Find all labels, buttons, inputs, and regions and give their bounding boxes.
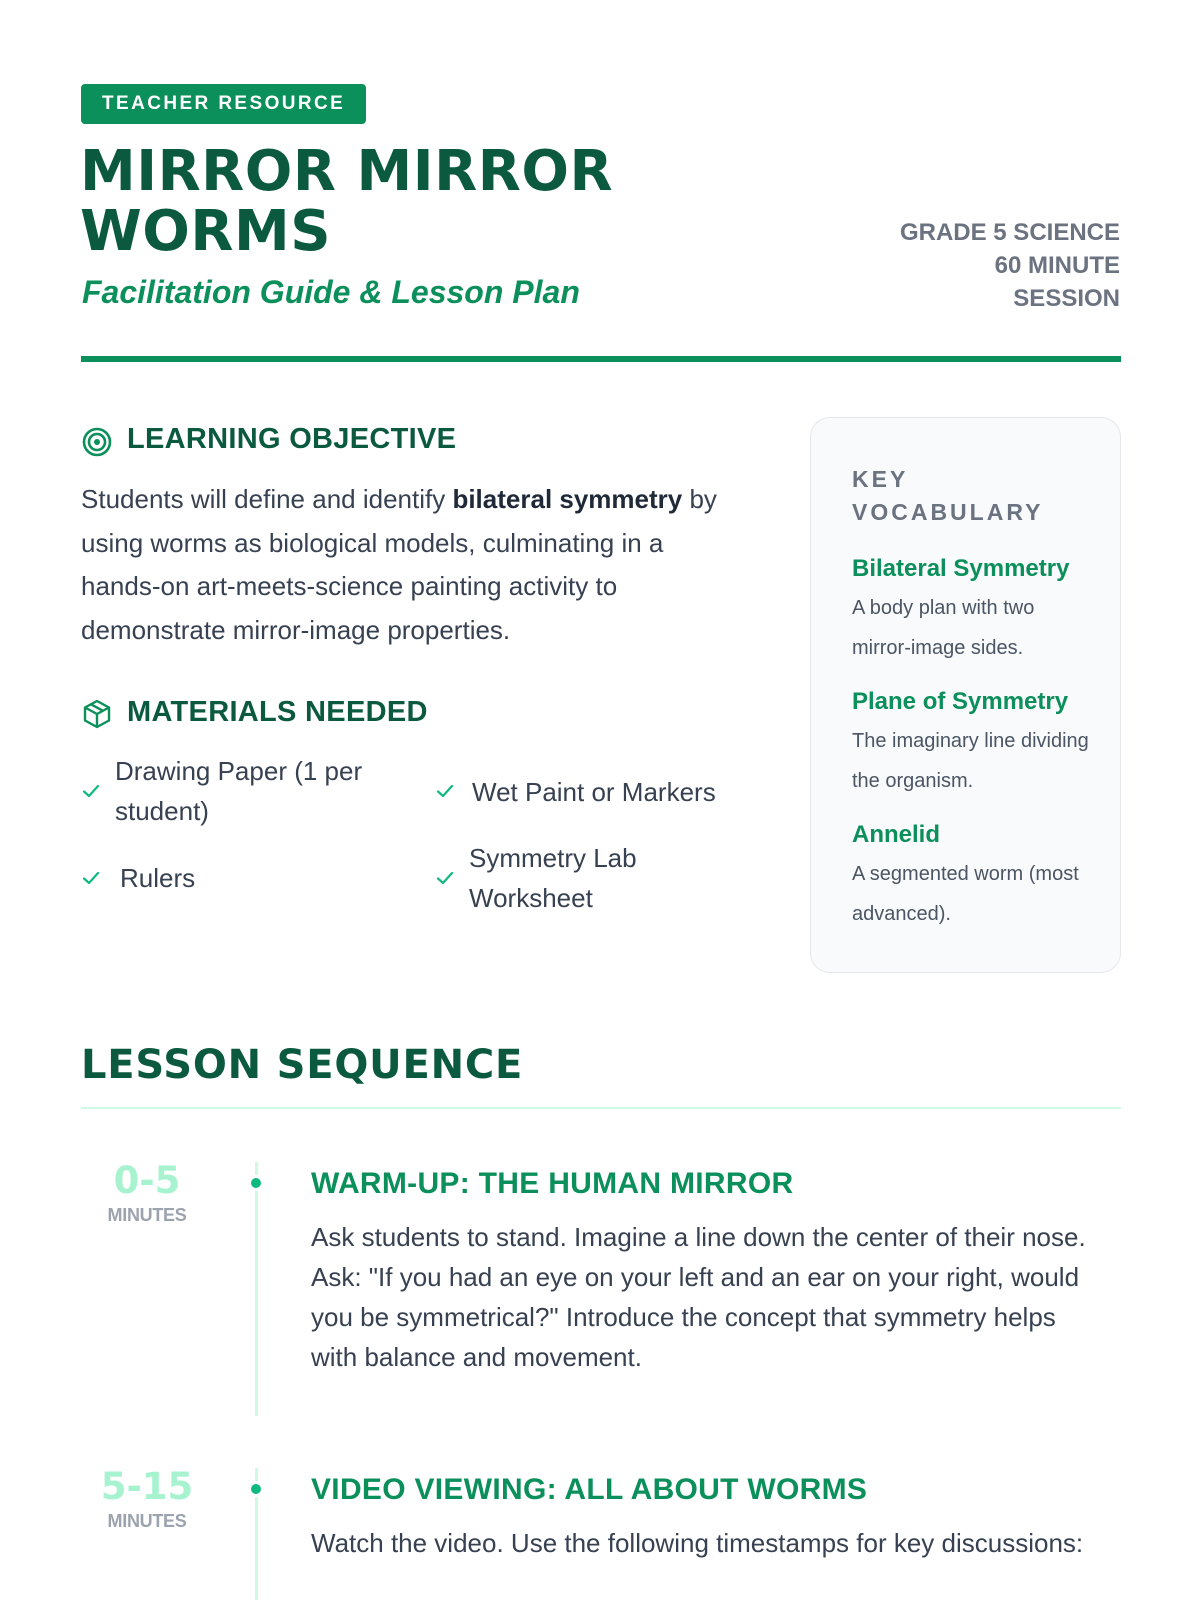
timeline-dot: [248, 1175, 264, 1191]
meta-duration: 60 MINUTE: [994, 252, 1120, 279]
materials-heading: MATERIALS NEEDED: [127, 696, 428, 728]
vocab-definition: The imaginary line dividing the organism.: [852, 730, 1089, 792]
objective-key-term: bilateral symmetry: [452, 484, 683, 514]
step-time-unit: MINUTES: [107, 1205, 187, 1225]
timeline-dot: [248, 1481, 264, 1497]
vocab-term: Bilateral Symmetry: [852, 555, 1070, 582]
session-meta: [860, 216, 1120, 315]
material-item: Symmetry Lab Worksheet: [469, 843, 637, 913]
meta-session: SESSION: [1013, 285, 1120, 312]
material-item: Rulers: [120, 863, 196, 893]
check-icon: [81, 868, 101, 888]
resource-badge: TEACHER RESOURCE: [81, 84, 366, 124]
vocabulary-heading: KEY VOCABULARY: [852, 466, 1044, 525]
step-time-unit: MINUTES: [107, 1511, 187, 1531]
step-title: WARM-UP: THE HUMAN MIRROR: [311, 1167, 794, 1200]
vocabulary-card: [810, 417, 1121, 973]
objective-text-end: by using worms as biological models, culminating in a hands-on art-meets-science painting activity to demonstrate mirror-image properties.: [81, 484, 717, 645]
page-subtitle: Facilitation Guide & Lesson Plan: [82, 274, 580, 310]
timeline-line: [255, 1162, 258, 1416]
page-title: MIRROR MIRROR WORMS: [80, 139, 614, 264]
vocab-definition: A segmented worm (most advanced).: [852, 863, 1079, 925]
material-item: Drawing Paper (1 per student): [115, 756, 363, 826]
objective-text: [81, 478, 741, 652]
objective-text-start: Students will define and identify: [81, 484, 453, 514]
sequence-heading: LESSON SEQUENCE: [81, 1042, 524, 1088]
check-icon: [81, 781, 101, 801]
step-title: VIDEO VIEWING: ALL ABOUT WORMS: [311, 1473, 868, 1506]
target-icon: [81, 426, 113, 458]
step-time: 5-15: [100, 1465, 194, 1508]
package-icon: [81, 698, 113, 730]
material-item: Wet Paint or Markers: [472, 777, 716, 807]
meta-grade: GRADE 5 SCIENCE: [899, 219, 1120, 246]
check-icon: [435, 868, 455, 888]
vocab-definition: A body plan with two mirror-image sides.: [852, 597, 1035, 659]
check-icon: [435, 781, 455, 801]
step-time: 0-5: [113, 1159, 181, 1202]
header-divider: [81, 356, 1121, 362]
objective-heading: LEARNING OBJECTIVE: [127, 423, 457, 455]
sequence-divider: [81, 1107, 1121, 1109]
step-description: Ask students to stand. Imagine a line down the center of their nose. Ask: "If you had an eye on your left and an ear on your right, would you be symmetrical?" Introduce the concept that symmetry helps with balance and movement.: [311, 1222, 1086, 1372]
step-description: Watch the video. Use the following timestamps for key discussions:: [311, 1528, 1084, 1558]
vocab-term: Plane of Symmetry: [852, 688, 1069, 715]
vocab-term: Annelid: [852, 821, 940, 848]
